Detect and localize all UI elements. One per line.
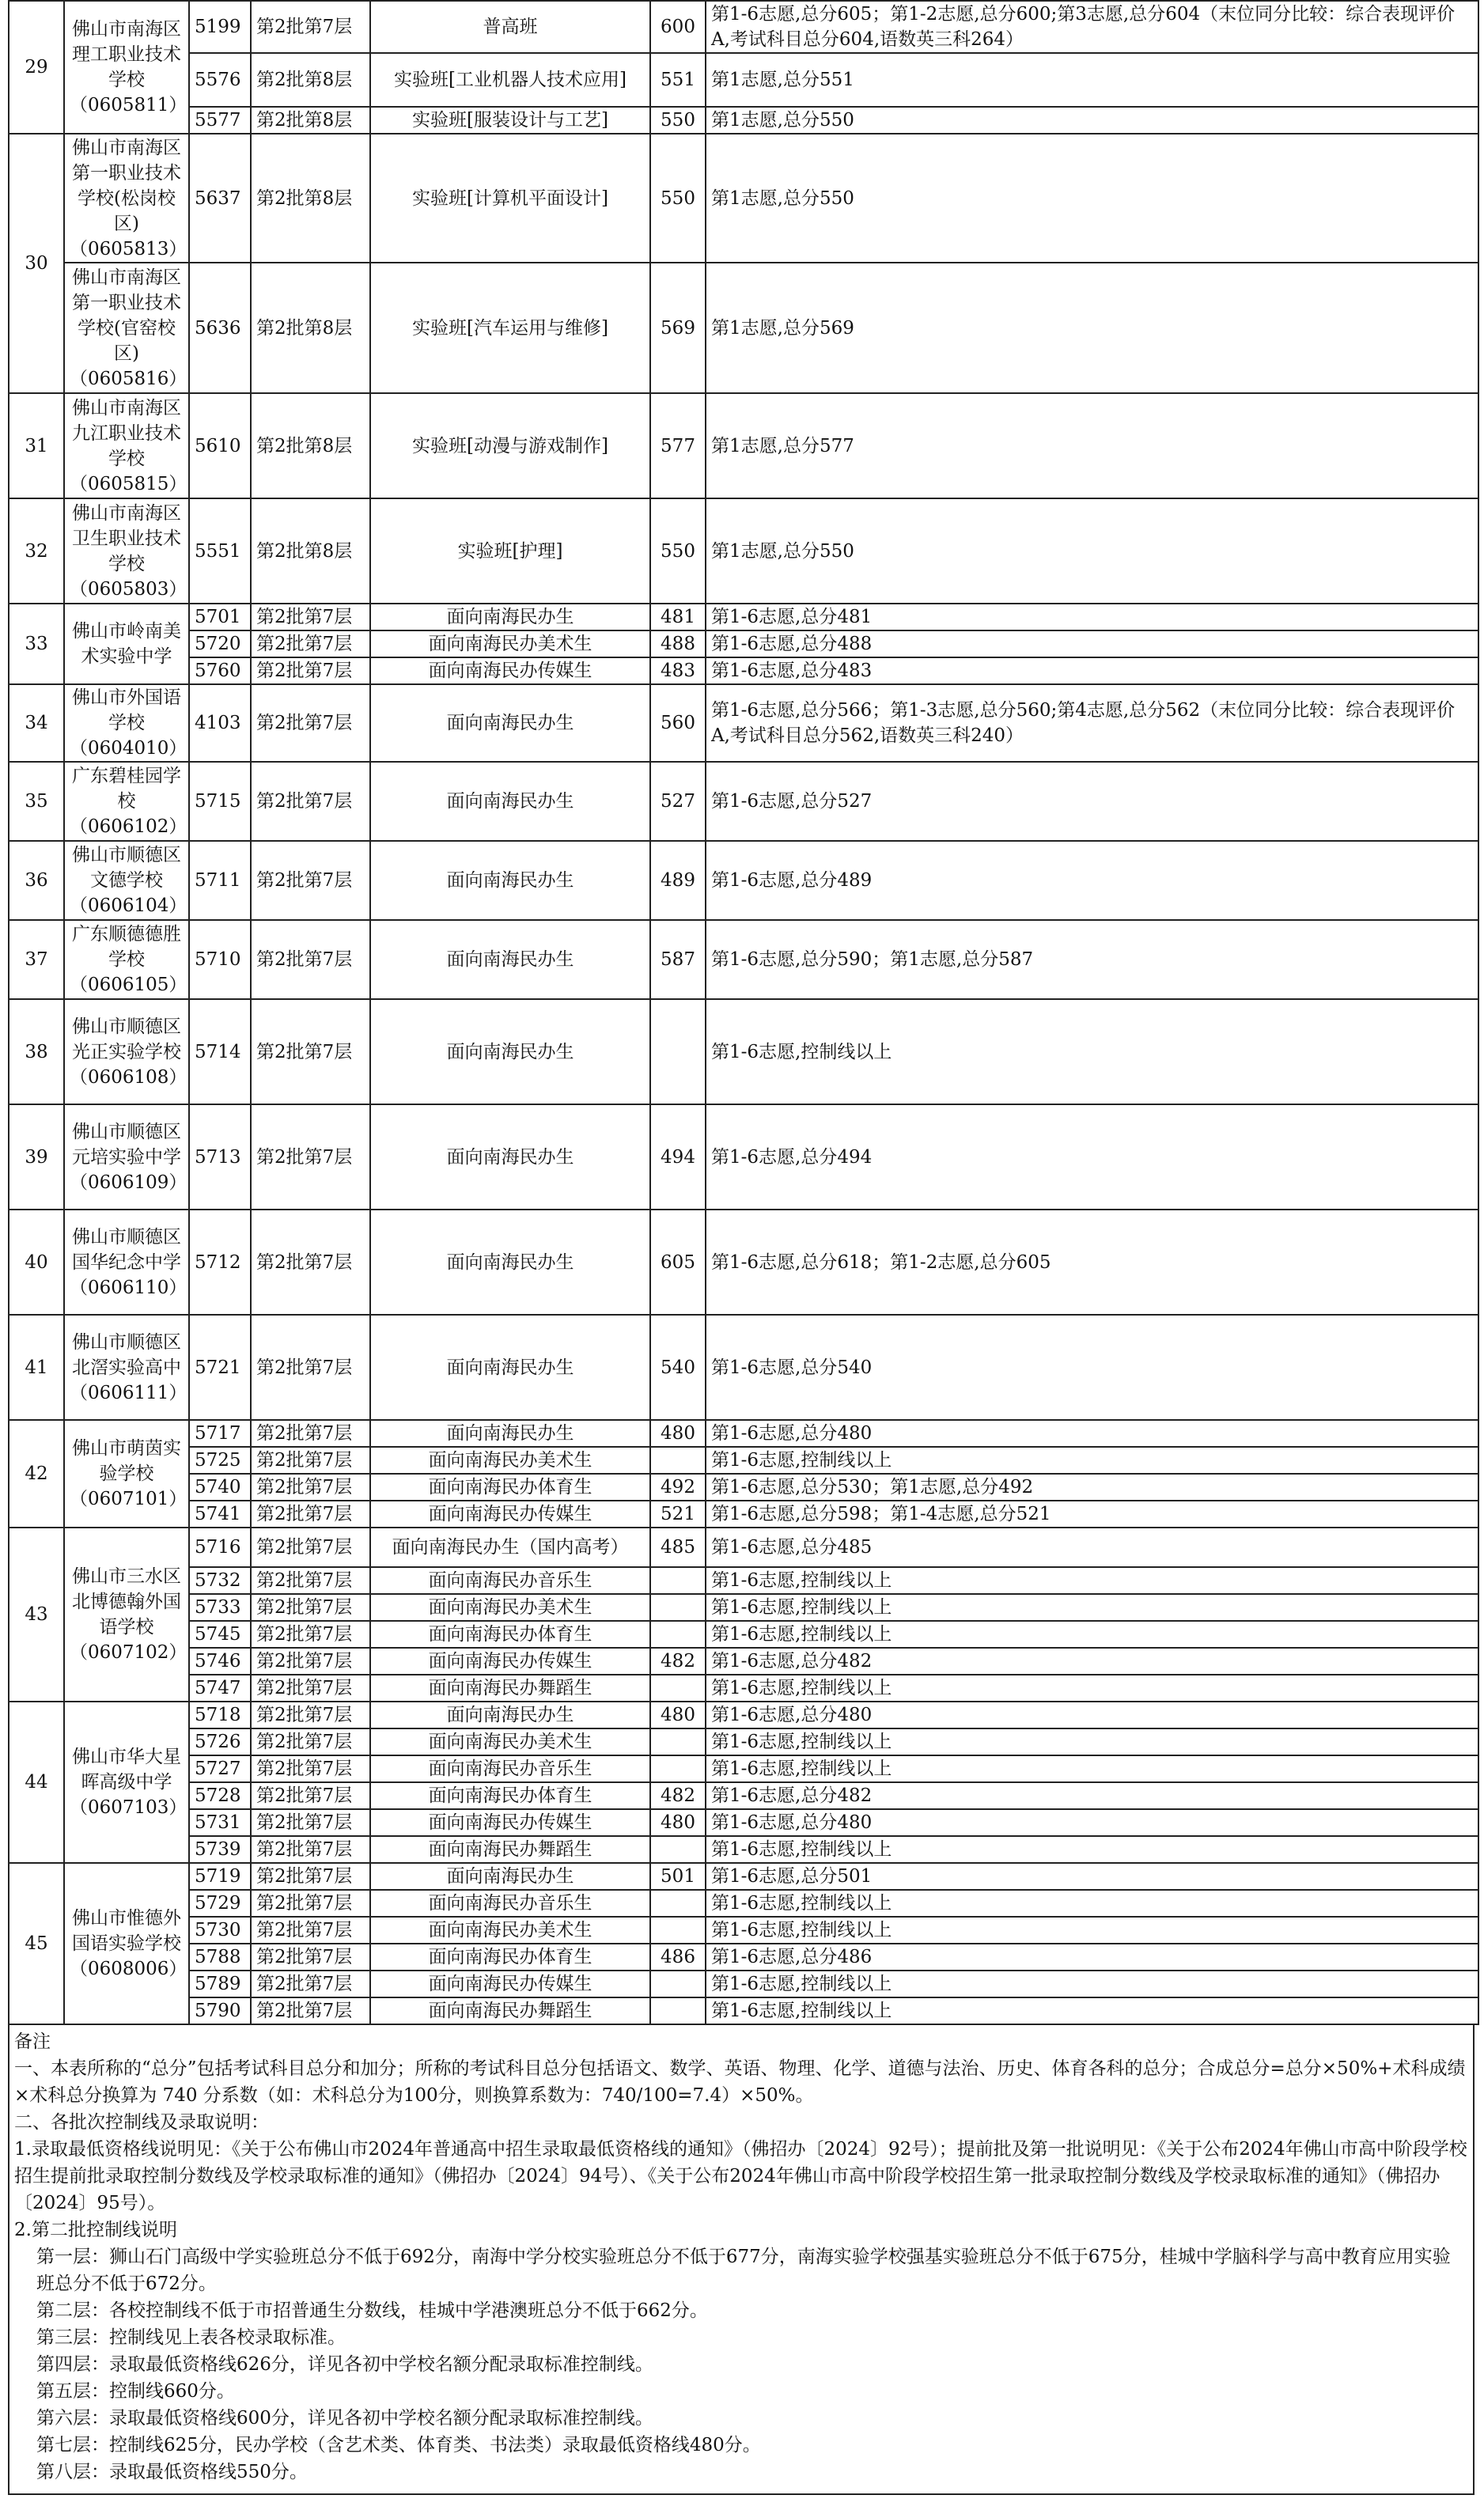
table-row [9, 263, 1478, 393]
admission-note: 第1-6志愿,控制线以上 [706, 1997, 1478, 2024]
batch-level: 第2批第7层 [251, 1782, 370, 1809]
class-type: 面向南海民办体育生 [370, 1621, 650, 1648]
class-type: 面向南海民办体育生 [370, 1782, 650, 1809]
batch-level: 第2批第7层 [251, 1, 370, 53]
min-score: 550 [650, 134, 706, 263]
class-type: 面向南海民办生 [370, 1315, 650, 1420]
admission-note: 第1-6志愿,总分482 [706, 1648, 1478, 1675]
layer-note: 第四层：录取最低资格线626分，详见各初中学校名额分配录取标准控制线。 [36, 2354, 653, 2375]
table-row [9, 920, 1478, 999]
class-type: 面向南海民办生（国内高考） [370, 1528, 650, 1567]
class-type: 面向南海民办美术生 [370, 1594, 650, 1621]
school-name: 佛山市三水区北博德翰外国语学校（0607102） [64, 1528, 189, 1702]
admission-table [8, 0, 1479, 2025]
table-row [9, 604, 1478, 630]
batch-level: 第2批第7层 [251, 1675, 370, 1702]
row-index: 34 [9, 684, 64, 762]
batch-level: 第2批第8层 [251, 263, 370, 393]
school-name: 广东顺德德胜学校（0606105） [64, 920, 189, 999]
enroll-code: 5729 [189, 1890, 251, 1917]
enroll-code: 5727 [189, 1755, 251, 1782]
batch-level: 第2批第7层 [251, 1702, 370, 1728]
class-type: 实验班[计算机平面设计] [370, 134, 650, 263]
min-score: 527 [650, 762, 706, 841]
table-row [9, 1836, 1478, 1863]
batch-level: 第2批第7层 [251, 920, 370, 999]
min-score [650, 1971, 706, 1997]
class-type: 面向南海民办美术生 [370, 630, 650, 657]
batch-level: 第2批第7层 [251, 1594, 370, 1621]
class-type: 面向南海民办生 [370, 1702, 650, 1728]
table-row [9, 1621, 1478, 1648]
min-score: 488 [650, 630, 706, 657]
enroll-code: 5714 [189, 999, 251, 1104]
min-score: 605 [650, 1210, 706, 1315]
batch-level: 第2批第7层 [251, 1997, 370, 2024]
min-score: 483 [650, 657, 706, 684]
min-score [650, 1728, 706, 1755]
batch-level: 第2批第7层 [251, 684, 370, 762]
class-type: 面向南海民办传媒生 [370, 657, 650, 684]
min-score: 489 [650, 841, 706, 920]
class-type: 面向南海民办音乐生 [370, 1890, 650, 1917]
enroll-code: 5739 [189, 1836, 251, 1863]
enroll-code: 5610 [189, 393, 251, 498]
row-index: 35 [9, 762, 64, 841]
enroll-code: 5712 [189, 1210, 251, 1315]
note-line: 1.录取最低资格线说明见：《关于公布佛山市2024年普通高中招生录取最低资格线的通知》（佛招办〔2024〕92号）；提前批及第一批说明见：《关于公布2024年佛山市高中阶段学校招生提前批录取控制分数线及学校录取标准的通知》（佛招办〔2024〕94号）、《关于公布2024年佛山市高中阶段学校招生第一批录取控制分数线及学校录取标准的通知》（佛招办〔2024〕95号）。 [14, 2139, 1467, 2213]
table-row [9, 1447, 1478, 1474]
school-name: 佛山市岭南美术实验中学 [64, 604, 189, 684]
table-row [9, 1528, 1478, 1567]
admission-note: 第1-6志愿,总分501 [706, 1863, 1478, 1890]
batch-level: 第2批第7层 [251, 1755, 370, 1782]
row-index: 38 [9, 999, 64, 1104]
table-row [9, 1971, 1478, 1997]
class-type: 面向南海民办舞蹈生 [370, 1836, 650, 1863]
enroll-code: 5726 [189, 1728, 251, 1755]
admission-note: 第1-6志愿,控制线以上 [706, 1621, 1478, 1648]
table-row [9, 1917, 1478, 1944]
school-name: 佛山市外国语学校（0604010） [64, 684, 189, 762]
table-row [9, 999, 1478, 1104]
admission-note: 第1-6志愿,总分494 [706, 1104, 1478, 1210]
row-index: 39 [9, 1104, 64, 1210]
table-row [9, 1675, 1478, 1702]
batch-level: 第2批第7层 [251, 1104, 370, 1210]
enroll-code: 5728 [189, 1782, 251, 1809]
enroll-code: 5718 [189, 1702, 251, 1728]
class-type: 面向南海民办生 [370, 684, 650, 762]
layer-note: 第二层：各校控制线不低于市招普通生分数线，桂城中学港澳班总分不低于662分。 [36, 2300, 708, 2321]
enroll-code: 5711 [189, 841, 251, 920]
school-name: 佛山市顺德区光正实验学校（0606108） [64, 999, 189, 1104]
school-name: 佛山市萌茵实验学校（0607101） [64, 1420, 189, 1528]
enroll-code: 5745 [189, 1621, 251, 1648]
admission-note: 第1-6志愿,总分483 [706, 657, 1478, 684]
class-type: 实验班[服装设计与工艺] [370, 107, 650, 134]
class-type: 面向南海民办美术生 [370, 1447, 650, 1474]
min-score [650, 1917, 706, 1944]
table-row [9, 1210, 1478, 1315]
table-row [9, 134, 1478, 263]
class-type: 面向南海民办传媒生 [370, 1809, 650, 1836]
admission-note: 第1-6志愿,总分530；第1志愿,总分492 [706, 1474, 1478, 1501]
admission-note: 第1-6志愿,总分480 [706, 1809, 1478, 1836]
batch-level: 第2批第7层 [251, 657, 370, 684]
table-row [9, 657, 1478, 684]
row-index: 36 [9, 841, 64, 920]
class-type: 面向南海民办传媒生 [370, 1648, 650, 1675]
admission-note: 第1-6志愿,控制线以上 [706, 1971, 1478, 1997]
min-score [650, 1675, 706, 1702]
school-name: 佛山市南海区九江职业技术学校（0605815） [64, 393, 189, 498]
table-row [9, 841, 1478, 920]
school-name: 佛山市顺德区文德学校（0606104） [64, 841, 189, 920]
batch-level: 第2批第7层 [251, 1567, 370, 1594]
enroll-code: 5790 [189, 1997, 251, 2024]
enroll-code: 5577 [189, 107, 251, 134]
min-score: 481 [650, 604, 706, 630]
min-score: 480 [650, 1702, 706, 1728]
class-type: 面向南海民办生 [370, 999, 650, 1104]
min-score [650, 999, 706, 1104]
min-score [650, 1890, 706, 1917]
enroll-code: 5746 [189, 1648, 251, 1675]
min-score: 486 [650, 1944, 706, 1971]
batch-level: 第2批第7层 [251, 1501, 370, 1528]
batch-level: 第2批第8层 [251, 134, 370, 263]
batch-level: 第2批第7层 [251, 1474, 370, 1501]
row-index: 41 [9, 1315, 64, 1420]
min-score: 521 [650, 1501, 706, 1528]
min-score: 550 [650, 498, 706, 604]
row-index: 32 [9, 498, 64, 604]
class-type: 实验班[工业机器人技术应用] [370, 53, 650, 107]
enroll-code: 5716 [189, 1528, 251, 1567]
admission-note: 第1志愿,总分550 [706, 498, 1478, 604]
min-score [650, 1594, 706, 1621]
table-row [9, 1702, 1478, 1728]
table-row [9, 393, 1478, 498]
layer-note: 第三层：控制线见上表各校录取标准。 [36, 2327, 346, 2348]
batch-level: 第2批第7层 [251, 1447, 370, 1474]
admission-note: 第1-6志愿,控制线以上 [706, 1447, 1478, 1474]
document-page [8, 0, 1478, 2495]
row-index: 42 [9, 1420, 64, 1528]
enroll-code: 5701 [189, 604, 251, 630]
school-name: 佛山市南海区第一职业技术学校(松岗校区)（0605813） [64, 134, 189, 263]
enroll-code: 5636 [189, 263, 251, 393]
table-row [9, 1728, 1478, 1755]
admission-note: 第1-6志愿,总分482 [706, 1782, 1478, 1809]
batch-level: 第2批第7层 [251, 841, 370, 920]
enroll-code: 5717 [189, 1420, 251, 1447]
table-row [9, 1755, 1478, 1782]
batch-level: 第2批第8层 [251, 53, 370, 107]
enroll-code: 5760 [189, 657, 251, 684]
admission-note: 第1-6志愿,总分618；第1-2志愿,总分605 [706, 1210, 1478, 1315]
table-row [9, 1567, 1478, 1594]
admission-note: 第1-6志愿,总分488 [706, 630, 1478, 657]
enroll-code: 5715 [189, 762, 251, 841]
class-type: 面向南海民办生 [370, 1104, 650, 1210]
batch-level: 第2批第7层 [251, 1917, 370, 1944]
admission-note: 第1志愿,总分569 [706, 263, 1478, 393]
batch-level: 第2批第7层 [251, 1890, 370, 1917]
batch-level: 第2批第7层 [251, 999, 370, 1104]
class-type: 面向南海民办生 [370, 841, 650, 920]
class-type: 面向南海民办舞蹈生 [370, 1997, 650, 2024]
table-row [9, 1, 1478, 53]
school-name: 佛山市惟德外国语实验学校（0608006） [64, 1863, 189, 2024]
table-row [9, 1863, 1478, 1890]
note-line: 二、各批次控制线及录取说明： [14, 2112, 269, 2133]
enroll-code: 5725 [189, 1447, 251, 1474]
class-type: 面向南海民办音乐生 [370, 1567, 650, 1594]
table-row [9, 1809, 1478, 1836]
admission-note: 第1-6志愿,控制线以上 [706, 1836, 1478, 1863]
class-type: 面向南海民办美术生 [370, 1917, 650, 1944]
table-row [9, 1315, 1478, 1420]
admission-note: 第1志愿,总分550 [706, 107, 1478, 134]
batch-level: 第2批第8层 [251, 498, 370, 604]
admission-note: 第1志愿,总分577 [706, 393, 1478, 498]
admission-note: 第1-6志愿,控制线以上 [706, 1594, 1478, 1621]
batch-level: 第2批第7层 [251, 1210, 370, 1315]
min-score: 501 [650, 1863, 706, 1890]
admission-note: 第1-6志愿,控制线以上 [706, 1890, 1478, 1917]
min-score: 600 [650, 1, 706, 53]
table-row [9, 1501, 1478, 1528]
enroll-code: 5741 [189, 1501, 251, 1528]
batch-level: 第2批第7层 [251, 1809, 370, 1836]
admission-note: 第1-6志愿,总分481 [706, 604, 1478, 630]
enroll-code: 5740 [189, 1474, 251, 1501]
min-score: 551 [650, 53, 706, 107]
min-score: 577 [650, 393, 706, 498]
enroll-code: 5732 [189, 1567, 251, 1594]
enroll-code: 5731 [189, 1809, 251, 1836]
min-score: 540 [650, 1315, 706, 1420]
min-score: 560 [650, 684, 706, 762]
batch-level: 第2批第7层 [251, 1315, 370, 1420]
min-score [650, 1621, 706, 1648]
row-index: 31 [9, 393, 64, 498]
admission-note: 第1-6志愿,总分598；第1-4志愿,总分521 [706, 1501, 1478, 1528]
admission-note: 第1-6志愿,总分480 [706, 1420, 1478, 1447]
school-name: 佛山市顺德区国华纪念中学（0606110） [64, 1210, 189, 1315]
min-score: 550 [650, 107, 706, 134]
class-type: 面向南海民办生 [370, 604, 650, 630]
admission-note: 第1志愿,总分551 [706, 53, 1478, 107]
min-score: 480 [650, 1420, 706, 1447]
batch-level: 第2批第7层 [251, 1528, 370, 1567]
batch-level: 第2批第8层 [251, 107, 370, 134]
row-index: 44 [9, 1702, 64, 1863]
batch-level: 第2批第7层 [251, 1648, 370, 1675]
school-name: 佛山市南海区第一职业技术学校(官窑校区)（0605816） [64, 263, 189, 393]
class-type: 面向南海民办生 [370, 920, 650, 999]
class-type: 面向南海民办生 [370, 1210, 650, 1315]
min-score [650, 1447, 706, 1474]
enroll-code: 5788 [189, 1944, 251, 1971]
admission-note: 第1-6志愿,控制线以上 [706, 1675, 1478, 1702]
class-type: 实验班[汽车运用与维修] [370, 263, 650, 393]
enroll-code: 5730 [189, 1917, 251, 1944]
batch-level: 第2批第7层 [251, 1944, 370, 1971]
enroll-code: 5747 [189, 1675, 251, 1702]
min-score [650, 1836, 706, 1863]
school-name: 佛山市顺德区北滘实验高中（0606111） [64, 1315, 189, 1420]
enroll-code: 5710 [189, 920, 251, 999]
layer-note: 第八层：录取最低资格线550分。 [36, 2462, 308, 2482]
class-type: 面向南海民办舞蹈生 [370, 1675, 650, 1702]
notes-heading: 备注 [14, 2031, 51, 2052]
min-score: 480 [650, 1809, 706, 1836]
layer-note: 第一层：狮山石门高级中学实验班总分不低于692分，南海中学分校实验班总分不低于677分，南海实验学校强基实验班总分不低于675分，桂城中学脑科学与高中教育应用实验班总分不低于672分。 [36, 2247, 1451, 2294]
min-score [650, 1997, 706, 2024]
min-score: 485 [650, 1528, 706, 1567]
admission-note: 第1-6志愿,总分566；第1-3志愿,总分560;第4志愿,总分562（末位同分比较：综合表现评价A,考试科目总分562,语数英三科240） [706, 684, 1478, 762]
table-row [9, 1944, 1478, 1971]
min-score: 494 [650, 1104, 706, 1210]
class-type: 面向南海民办传媒生 [370, 1501, 650, 1528]
table-row [9, 1890, 1478, 1917]
admission-note: 第1-6志愿,总分590；第1志愿,总分587 [706, 920, 1478, 999]
table-row [9, 1594, 1478, 1621]
class-type: 实验班[护理] [370, 498, 650, 604]
admission-note: 第1-6志愿,总分489 [706, 841, 1478, 920]
class-type: 面向南海民办音乐生 [370, 1755, 650, 1782]
min-score: 482 [650, 1648, 706, 1675]
table-row [9, 630, 1478, 657]
batch-level: 第2批第7层 [251, 1863, 370, 1890]
row-index: 43 [9, 1528, 64, 1702]
school-name: 佛山市顺德区元培实验中学（0606109） [64, 1104, 189, 1210]
admission-note: 第1-6志愿,总分605；第1-2志愿,总分600;第3志愿,总分604（末位同分比较：综合表现评价A,考试科目总分604,语数英三科264） [706, 1, 1478, 53]
class-type: 面向南海民办生 [370, 762, 650, 841]
min-score: 492 [650, 1474, 706, 1501]
row-index: 40 [9, 1210, 64, 1315]
layer-note: 第七层：控制线625分，民办学校（含艺术类、体育类、书法类）录取最低资格线480分。 [36, 2435, 761, 2455]
min-score: 482 [650, 1782, 706, 1809]
admission-note: 第1-6志愿,总分527 [706, 762, 1478, 841]
note-line: 2.第二批控制线说明 [14, 2220, 177, 2240]
row-index: 33 [9, 604, 64, 684]
enroll-code: 4103 [189, 684, 251, 762]
min-score [650, 1567, 706, 1594]
row-index: 37 [9, 920, 64, 999]
class-type: 普高班 [370, 1, 650, 53]
admission-note: 第1-6志愿,控制线以上 [706, 1567, 1478, 1594]
class-type: 面向南海民办生 [370, 1863, 650, 1890]
table-row [9, 1104, 1478, 1210]
school-name: 佛山市南海区卫生职业技术学校（0605803） [64, 498, 189, 604]
enroll-code: 5733 [189, 1594, 251, 1621]
admission-note: 第1-6志愿,总分540 [706, 1315, 1478, 1420]
class-type: 面向南海民办体育生 [370, 1944, 650, 1971]
batch-level: 第2批第8层 [251, 393, 370, 498]
admission-note: 第1-6志愿,总分480 [706, 1702, 1478, 1728]
class-type: 实验班[动漫与游戏制作] [370, 393, 650, 498]
enroll-code: 5789 [189, 1971, 251, 1997]
enroll-code: 5721 [189, 1315, 251, 1420]
row-index: 45 [9, 1863, 64, 2024]
enroll-code: 5720 [189, 630, 251, 657]
enroll-code: 5576 [189, 53, 251, 107]
batch-level: 第2批第7层 [251, 604, 370, 630]
admission-note: 第1-6志愿,控制线以上 [706, 1728, 1478, 1755]
min-score: 587 [650, 920, 706, 999]
class-type: 面向南海民办美术生 [370, 1728, 650, 1755]
table-row [9, 1997, 1478, 2024]
batch-level: 第2批第7层 [251, 1836, 370, 1863]
admission-note: 第1-6志愿,控制线以上 [706, 1755, 1478, 1782]
batch-level: 第2批第7层 [251, 1728, 370, 1755]
enroll-code: 5719 [189, 1863, 251, 1890]
row-index: 30 [9, 134, 64, 393]
enroll-code: 5637 [189, 134, 251, 263]
table-row [9, 1474, 1478, 1501]
enroll-code: 5713 [189, 1104, 251, 1210]
table-row [9, 107, 1478, 134]
class-type: 面向南海民办体育生 [370, 1474, 650, 1501]
table-row [9, 498, 1478, 604]
min-score [650, 1755, 706, 1782]
table-row [9, 762, 1478, 841]
admission-note: 第1志愿,总分550 [706, 134, 1478, 263]
school-name: 佛山市华大星晖高级中学（0607103） [64, 1702, 189, 1863]
class-type: 面向南海民办生 [370, 1420, 650, 1447]
notes-section [8, 2025, 1475, 2495]
class-type: 面向南海民办传媒生 [370, 1971, 650, 1997]
row-index: 29 [9, 1, 64, 134]
note-line: 一、本表所称的“总分”包括考试科目总分和加分；所称的考试科目总分包括语文、数学、英语、物理、化学、道德与法治、历史、体育各科的总分；合成总分=总分×50%+术科成绩×术科总分换算为 740 分系数（如：术科总分为100分，则换算系数为：740/100=7.4）×50%。 [14, 2058, 1466, 2106]
enroll-code: 5199 [189, 1, 251, 53]
batch-level: 第2批第7层 [251, 1621, 370, 1648]
admission-note: 第1-6志愿,总分485 [706, 1528, 1478, 1567]
batch-level: 第2批第7层 [251, 630, 370, 657]
school-name: 广东碧桂园学校（0606102） [64, 762, 189, 841]
admission-note: 第1-6志愿,控制线以上 [706, 1917, 1478, 1944]
batch-level: 第2批第7层 [251, 1420, 370, 1447]
table-row [9, 1420, 1478, 1447]
min-score: 569 [650, 263, 706, 393]
enroll-code: 5551 [189, 498, 251, 604]
school-name: 佛山市南海区理工职业技术学校（0605811） [64, 1, 189, 134]
table-row [9, 1648, 1478, 1675]
batch-level: 第2批第7层 [251, 1971, 370, 1997]
layer-note: 第五层：控制线660分。 [36, 2381, 235, 2402]
admission-note: 第1-6志愿,控制线以上 [706, 999, 1478, 1104]
table-row [9, 53, 1478, 107]
batch-level: 第2批第7层 [251, 762, 370, 841]
table-row [9, 684, 1478, 762]
admission-note: 第1-6志愿,总分486 [706, 1944, 1478, 1971]
table-row [9, 1782, 1478, 1809]
layer-note: 第六层：录取最低资格线600分，详见各初中学校名额分配录取标准控制线。 [36, 2408, 653, 2429]
